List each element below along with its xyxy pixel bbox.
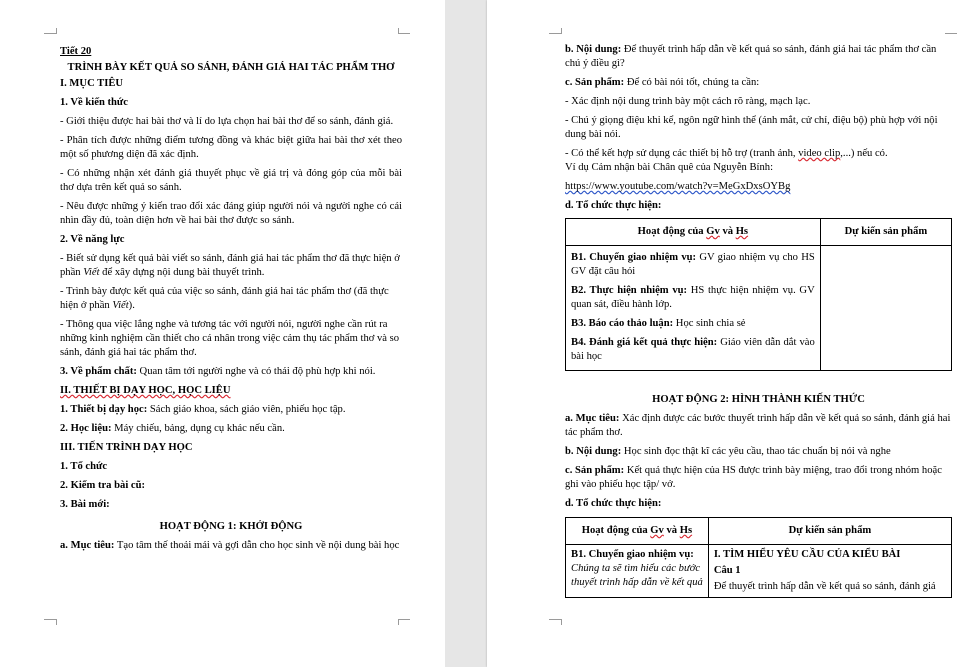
crop-mark (561, 619, 562, 625)
subsection-heading: 1. Tổ chức (60, 461, 108, 472)
label: b. Nội dung: (565, 446, 622, 457)
crop-mark (44, 33, 56, 34)
paragraph: - Chú ý giọng điệu khi kể, ngôn ngữ hình thể (ánh mắt, cử chỉ, điệu bộ) phù hợp với nội dung bài nói. (565, 115, 938, 140)
paragraph (565, 147, 952, 161)
text: Gv (650, 525, 664, 536)
text: Tạo tâm thế thoải mái và gợi dẫn cho học sinh về nội dung bài học (114, 540, 400, 551)
table-row (566, 545, 952, 598)
paragraph (571, 336, 815, 364)
label: b. Nội dung: (565, 44, 622, 55)
document-page-left (0, 0, 445, 667)
paragraph (571, 251, 815, 279)
paragraph: - Xác định nội dung trình bày một cách rõ ràng, mạch lạc. (565, 96, 811, 107)
text: Học sinh chia sẻ (673, 318, 746, 329)
text: Để thuyết trình hấp dẫn về kết quả so sánh, đánh giá hai tác phẩm thơ cần chú ý điều gì? (565, 44, 937, 69)
text: Gv (706, 226, 720, 237)
crop-mark (398, 28, 399, 34)
crop-mark (56, 28, 57, 34)
crop-mark (549, 33, 561, 34)
paragraph (60, 539, 402, 553)
paragraph: Chúng ta sẽ tìm hiểu các bước thuyết trình hấp dẫn về kết quả (571, 563, 703, 588)
paragraph (60, 365, 402, 379)
section-heading: I. MỤC TIÊU (60, 78, 124, 89)
text: Xác định được các bước thuyết trình hấp dẫn về kết quả so sánh, đánh giá hai tác phẩm thơ. (565, 413, 951, 438)
subsection-heading: 2. Kiểm tra bài cũ: (60, 480, 146, 491)
text: Kết quả thực hiện của HS được trình bày miệng, trao đổi trong nhóm hoặc ghi vào phiếu học tập/ vở. (565, 465, 942, 490)
text: Học sinh đọc thật kĩ các yêu cầu, thao tác chuẩn bị nói và nghe (621, 446, 891, 457)
paragraph: Ví dụ Cảm nhận bài Chân quê của Nguyễn Bính: (565, 162, 774, 173)
text: và (719, 226, 736, 237)
paragraph (565, 445, 952, 459)
table-header-cell (566, 219, 821, 246)
table-cell (566, 246, 821, 371)
crop-mark (398, 33, 410, 34)
label: c. Sản phẩm: (565, 77, 625, 88)
link-text[interactable]: https://www.youtube.com/watch?v=MeGxDxsOYBg (565, 181, 791, 192)
subsection-heading: d. Tổ chức thực hiện: (565, 498, 662, 509)
crop-mark (549, 619, 561, 620)
table-cell (820, 246, 951, 371)
crop-mark (561, 28, 562, 34)
label: 1. Thiết bị dạy học: (60, 404, 148, 415)
text: video clip (798, 148, 841, 159)
table-header-cell: Dự kiến sản phẩm (708, 518, 951, 545)
text: Sách giáo khoa, sách giáo viên, phiếu học tập. (147, 404, 346, 415)
paragraph: I. TÌM HIỂU YÊU CẦU CỦA KIỂU BÀI (713, 549, 901, 560)
youtube-link[interactable] (565, 180, 952, 194)
text: Hs (735, 226, 749, 237)
text: và (663, 525, 680, 536)
label: B4. Đánh giá kết quả thực hiện: (571, 337, 718, 348)
paragraph (571, 548, 703, 562)
crop-mark (44, 619, 56, 620)
text: - Biết sử dụng kết quả bài viết so sánh, đánh giá hai tác phẩm thơ đã thực hiện ở phần (60, 253, 400, 278)
paragraph (571, 317, 815, 331)
crop-mark (398, 619, 399, 625)
paragraph: - Giới thiệu được hai bài thơ và lí do lựa chọn hai bài thơ để so sánh, đánh giá. (60, 116, 394, 127)
text: HS thực hiện nhiệm vụ. GV quan sát, điều hành lớp. (571, 285, 815, 310)
crop-mark (56, 619, 57, 625)
activity-table-2 (565, 517, 952, 598)
paragraph: - Thông qua việc lắng nghe và tương tác với người nói, người nghe cần rút ra những kinh nghiệm cần thiết cho cá nhân trong việc cảm thụ tác phẩm thơ và so sánh, đánh giá hai tác phẩm thơ. (60, 319, 400, 358)
text: Máy chiếu, bảng, dụng cụ khác nếu cần. (111, 423, 285, 434)
text: - Có thể kết hợp sử dụng các thiết bị hỗ trợ (tranh ảnh, (565, 148, 799, 159)
text: Hoạt động của (581, 525, 651, 536)
paragraph (565, 412, 952, 440)
paragraph: Câu 1 (713, 565, 741, 576)
activity-heading: HOẠT ĐỘNG 2: HÌNH THÀNH KIẾN THỨC (652, 394, 865, 405)
text: Viết (83, 267, 100, 278)
section-heading: III. TIẾN TRÌNH DẠY HỌC (60, 442, 193, 453)
subsection-heading: 2. Về năng lực (60, 234, 125, 245)
text: Viết (112, 300, 129, 311)
page-left-content (60, 45, 402, 558)
label: 3. Về phẩm chất: (60, 366, 137, 377)
table-header-row (566, 219, 952, 246)
section-heading (60, 384, 402, 398)
paragraph (60, 403, 402, 417)
activity-heading: HOẠT ĐỘNG 1: KHỞI ĐỘNG (159, 521, 303, 532)
table-cell (708, 545, 951, 598)
paragraph (565, 464, 952, 492)
paragraph (565, 43, 952, 71)
text: - Trình bày được kết quả của việc so sánh, đánh giá hai tác phẩm thơ (đã thực hiện ở phần (60, 286, 389, 311)
subsection-heading: 1. Về kiến thức (60, 97, 128, 108)
text: II. THIẾT BỊ DẠY HỌC, HỌC LIỆU (60, 385, 231, 396)
text: GV giao nhiệm vụ cho HS GV đặt câu hỏi (571, 252, 815, 277)
table-header-row (566, 518, 952, 545)
paragraph (571, 284, 815, 312)
paragraph: Để thuyết trình hấp dẫn về kết quả so sánh, đánh giá (713, 581, 936, 592)
label: B3. Báo cáo thảo luận: (571, 318, 674, 329)
activity-table-1 (565, 218, 952, 371)
label: B1. Chuyển giao nhiệm vụ: (571, 252, 697, 263)
text: Hs (679, 525, 693, 536)
table-header-cell: Dự kiến sản phẩm (820, 219, 951, 246)
label: B2. Thực hiện nhiệm vụ: (571, 285, 688, 296)
paragraph (60, 252, 402, 280)
label: B1. Chuyển giao nhiệm vụ: (571, 549, 694, 560)
crop-mark (945, 33, 957, 34)
text: để xây dựng nội dung bài thuyết trình. (99, 267, 265, 278)
text: ). (128, 300, 135, 311)
document-page-right (487, 0, 974, 667)
page-gutter (445, 0, 487, 667)
text: Hoạt động của (637, 226, 707, 237)
table-row (566, 246, 952, 371)
paragraph (60, 422, 402, 436)
text: Để có bài nói tốt, chúng ta cần: (624, 77, 760, 88)
crop-mark (398, 619, 410, 620)
subsection-heading: 3. Bài mới: (60, 499, 110, 510)
paragraph: - Nêu được những ý kiến trao đổi xác đáng giúp người nói và người nghe có cái nhìn đầy đủ, toàn diện hơn về hai bài thơ được so sánh. (60, 201, 402, 226)
paragraph (565, 76, 952, 90)
label: a. Mục tiêu: (565, 413, 620, 424)
lesson-number: Tiết 20 (60, 46, 92, 57)
table-header-cell (566, 518, 709, 545)
paragraph (60, 285, 402, 313)
text: Giáo viên dẫn dắt vào bài học (571, 337, 815, 362)
label: 2. Học liệu: (60, 423, 112, 434)
paragraph: - Có những nhận xét đánh giá thuyết phục về giá trị và đóng góp của mỗi bài thơ dựa trên kết quả so sánh. (60, 168, 402, 193)
page-right-content (565, 43, 952, 598)
document-title: TRÌNH BÀY KẾT QUẢ SO SÁNH, ĐÁNH GIÁ HAI TÁC PHẨM THƠ (67, 62, 395, 73)
paragraph: - Phân tích được những điểm tương đồng và khác biệt giữa hai bài thơ xét theo một số phương diện đã xác định. (60, 135, 402, 160)
table-cell (566, 545, 709, 598)
text: Quan tâm tới người nghe và có thái độ phù hợp khi nói. (136, 366, 376, 377)
label: a. Mục tiêu: (60, 540, 115, 551)
label: c. Sản phẩm: (565, 465, 625, 476)
text: ,...) nếu có. (840, 148, 888, 159)
subsection-heading: d. Tổ chức thực hiện: (565, 200, 662, 211)
